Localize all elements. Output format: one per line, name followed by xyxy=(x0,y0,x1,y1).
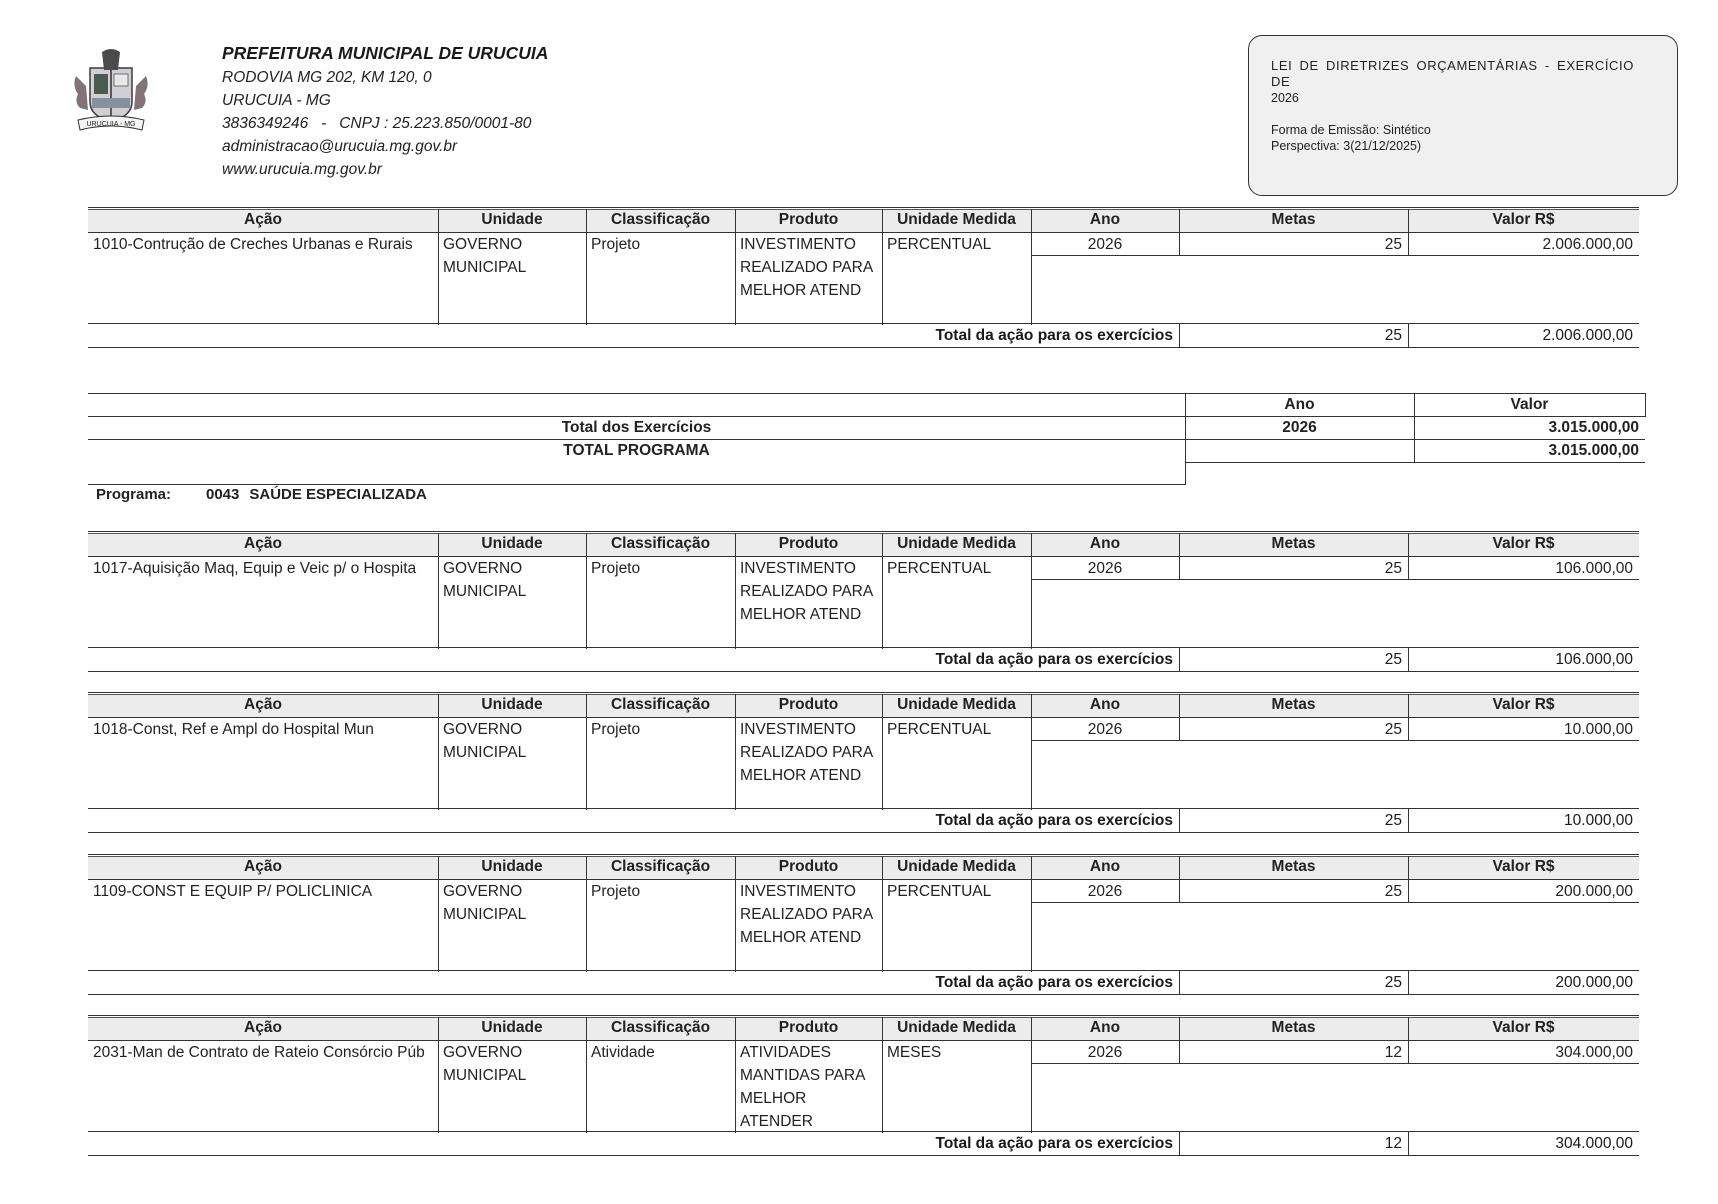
column-header-valor: Valor R$ xyxy=(1492,858,1555,875)
column-header-metas: Metas xyxy=(1271,211,1316,228)
column-header-unidade: Unidade xyxy=(481,211,543,228)
cell-classificacao: Projeto xyxy=(591,560,641,577)
cell-metas: 25 xyxy=(1384,236,1402,253)
action-table xyxy=(88,692,1639,834)
totals-valor-header: Valor xyxy=(1510,396,1549,413)
program-label: Programa: xyxy=(96,486,172,503)
cell-valor: 304.000,00 xyxy=(1555,1044,1633,1061)
column-header-classificacao: Classificação xyxy=(610,858,711,875)
program-name: SAÚDE ESPECIALIZADA xyxy=(249,486,427,503)
report-year: 2026 xyxy=(1271,91,1299,105)
total-exercicios-valor: 3.015.000,00 xyxy=(1548,419,1639,436)
column-header-acao: Ação xyxy=(244,858,282,875)
cell-metas: 25 xyxy=(1384,883,1402,900)
action-table xyxy=(88,531,1639,673)
total-exercicios-ano: 2026 xyxy=(1282,419,1317,436)
column-header-classificacao: Classificação xyxy=(610,696,711,713)
column-header-metas: Metas xyxy=(1271,858,1316,875)
column-header-valor: Valor R$ xyxy=(1492,1019,1555,1036)
totals-ano-header: Ano xyxy=(1284,396,1315,413)
cell-acao: 1010-Contrução de Creches Urbanas e Rurais xyxy=(93,236,413,253)
cell-ano: 2026 xyxy=(1087,1044,1123,1061)
cell-metas: 12 xyxy=(1384,1044,1402,1061)
cell-acao: 1017-Aquisição Maq, Equip e Veic p/ o Hospita xyxy=(93,560,417,577)
cell-acao: 2031-Man de Contrato de Rateio Consórcio Púb xyxy=(93,1044,425,1061)
cell-ano: 2026 xyxy=(1087,721,1123,738)
cell-valor: 10.000,00 xyxy=(1564,721,1633,738)
column-header-metas: Metas xyxy=(1271,696,1316,713)
column-header-classificacao: Classificação xyxy=(610,1019,711,1036)
cell-valor: 106.000,00 xyxy=(1555,560,1633,577)
column-header-acao: Ação xyxy=(244,535,282,552)
program-totals-box xyxy=(88,393,1645,485)
column-header-metas: Metas xyxy=(1271,535,1316,552)
cell-valor: 2.006.000,00 xyxy=(1542,236,1633,253)
column-header-acao: Ação xyxy=(244,696,282,713)
total-metas: 25 xyxy=(1384,651,1402,668)
action-table xyxy=(88,207,1639,349)
total-acao-label: Total da ação para os exercícios xyxy=(935,327,1173,344)
column-header-unidade: Unidade xyxy=(481,696,543,713)
column-header-classificacao: Classificação xyxy=(610,535,711,552)
column-header-ano: Ano xyxy=(1089,211,1121,228)
emission-form: Forma de Emissão: Sintético xyxy=(1271,123,1431,137)
cell-unidade-medida: MESES xyxy=(887,1044,942,1061)
column-header-ano: Ano xyxy=(1089,858,1121,875)
total-acao-label: Total da ação para os exercícios xyxy=(935,651,1173,668)
column-header-classificacao: Classificação xyxy=(610,211,711,228)
cell-acao: 1109-CONST E EQUIP P/ POLICLINICA xyxy=(93,883,373,900)
program-heading xyxy=(96,486,427,503)
column-header-metas: Metas xyxy=(1271,1019,1316,1036)
action-table xyxy=(88,1015,1639,1157)
column-header-produto: Produto xyxy=(778,858,839,875)
column-header-acao: Ação xyxy=(244,1019,282,1036)
cell-produto: INVESTIMENTO REALIZADO PARA MELHOR ATEND xyxy=(740,721,873,784)
cell-metas: 25 xyxy=(1384,721,1402,738)
cell-unidade: GOVERNO MUNICIPAL xyxy=(443,1044,527,1084)
total-valor: 304.000,00 xyxy=(1555,1135,1633,1152)
cell-valor: 200.000,00 xyxy=(1555,883,1633,900)
report-info-box xyxy=(1248,35,1678,196)
cell-unidade-medida: PERCENTUAL xyxy=(887,236,992,253)
total-valor: 200.000,00 xyxy=(1555,974,1633,991)
column-header-unidade-medida: Unidade Medida xyxy=(897,211,1016,228)
column-header-ano: Ano xyxy=(1089,1019,1121,1036)
column-header-valor: Valor R$ xyxy=(1492,211,1555,228)
cell-unidade-medida: PERCENTUAL xyxy=(887,883,992,900)
column-header-produto: Produto xyxy=(778,1019,839,1036)
column-header-valor: Valor R$ xyxy=(1492,535,1555,552)
cell-metas: 25 xyxy=(1384,560,1402,577)
cell-acao: 1018-Const, Ref e Ampl do Hospital Mun xyxy=(93,721,374,738)
total-programa-label: TOTAL PROGRAMA xyxy=(563,442,710,459)
action-table xyxy=(88,854,1639,996)
cell-unidade: GOVERNO MUNICIPAL xyxy=(443,721,527,761)
organization-header xyxy=(222,40,548,181)
column-header-unidade: Unidade xyxy=(481,1019,543,1036)
total-programa-valor: 3.015.000,00 xyxy=(1548,442,1639,459)
cell-classificacao: Projeto xyxy=(591,721,641,738)
cell-unidade: GOVERNO MUNICIPAL xyxy=(443,560,527,600)
total-metas: 25 xyxy=(1384,974,1402,991)
column-header-unidade-medida: Unidade Medida xyxy=(897,696,1016,713)
column-header-produto: Produto xyxy=(778,696,839,713)
total-acao-label: Total da ação para os exercícios xyxy=(935,1135,1173,1152)
cell-unidade-medida: PERCENTUAL xyxy=(887,560,992,577)
cell-ano: 2026 xyxy=(1087,883,1123,900)
column-header-produto: Produto xyxy=(778,211,839,228)
total-valor: 106.000,00 xyxy=(1555,651,1633,668)
cell-produto: INVESTIMENTO REALIZADO PARA MELHOR ATEND xyxy=(740,236,873,299)
column-header-produto: Produto xyxy=(778,535,839,552)
column-header-unidade-medida: Unidade Medida xyxy=(897,1019,1016,1036)
program-code: 0043 xyxy=(206,486,240,503)
org-email: administracao@urucuia.mg.gov.br xyxy=(222,138,458,155)
org-name: PREFEITURA MUNICIPAL DE URUCUIA xyxy=(222,43,549,63)
total-acao-label: Total da ação para os exercícios xyxy=(935,812,1173,829)
cell-ano: 2026 xyxy=(1087,560,1123,577)
cell-produto: INVESTIMENTO REALIZADO PARA MELHOR ATEND xyxy=(740,560,873,623)
total-valor: 2.006.000,00 xyxy=(1542,327,1633,344)
column-header-unidade: Unidade xyxy=(481,858,543,875)
column-header-ano: Ano xyxy=(1089,696,1121,713)
column-header-ano: Ano xyxy=(1089,535,1121,552)
report-title: LEI DE DIRETRIZES ORÇAMENTÁRIAS - EXERCÍCIO DE xyxy=(1271,58,1634,89)
cell-unidade-medida: PERCENTUAL xyxy=(887,721,992,738)
org-website: www.urucuia.mg.gov.br xyxy=(222,161,382,178)
org-address: RODOVIA MG 202, KM 120, 0 xyxy=(222,69,432,86)
cell-ano: 2026 xyxy=(1087,236,1123,253)
cell-classificacao: Atividade xyxy=(591,1044,655,1061)
perspective: Perspectiva: 3(21/12/2025) xyxy=(1271,139,1422,153)
total-metas: 25 xyxy=(1384,327,1402,344)
total-exercicios-label: Total dos Exercícios xyxy=(561,419,712,436)
org-city: URUCUIA - MG xyxy=(222,92,331,109)
column-header-unidade-medida: Unidade Medida xyxy=(897,858,1016,875)
cell-produto: ATIVIDADES MANTIDAS PARA MELHOR ATENDER xyxy=(740,1044,865,1130)
column-header-acao: Ação xyxy=(244,211,282,228)
column-header-valor: Valor R$ xyxy=(1492,696,1555,713)
logo-banner-text: URUCUIA - MG xyxy=(86,121,136,128)
column-header-unidade-medida: Unidade Medida xyxy=(897,535,1016,552)
total-metas: 25 xyxy=(1384,812,1402,829)
cell-unidade: GOVERNO MUNICIPAL xyxy=(443,236,527,276)
cell-classificacao: Projeto xyxy=(591,236,641,253)
municipal-coat-of-arms-icon xyxy=(72,46,150,138)
cell-unidade: GOVERNO MUNICIPAL xyxy=(443,883,527,923)
column-header-unidade: Unidade xyxy=(481,535,543,552)
org-phone-cnpj: 3836349246 - CNPJ : 25.223.850/0001-80 xyxy=(222,115,532,132)
cell-classificacao: Projeto xyxy=(591,883,641,900)
cell-produto: INVESTIMENTO REALIZADO PARA MELHOR ATEND xyxy=(740,883,873,946)
total-valor: 10.000,00 xyxy=(1564,812,1633,829)
total-acao-label: Total da ação para os exercícios xyxy=(935,974,1173,991)
total-metas: 12 xyxy=(1384,1135,1402,1152)
